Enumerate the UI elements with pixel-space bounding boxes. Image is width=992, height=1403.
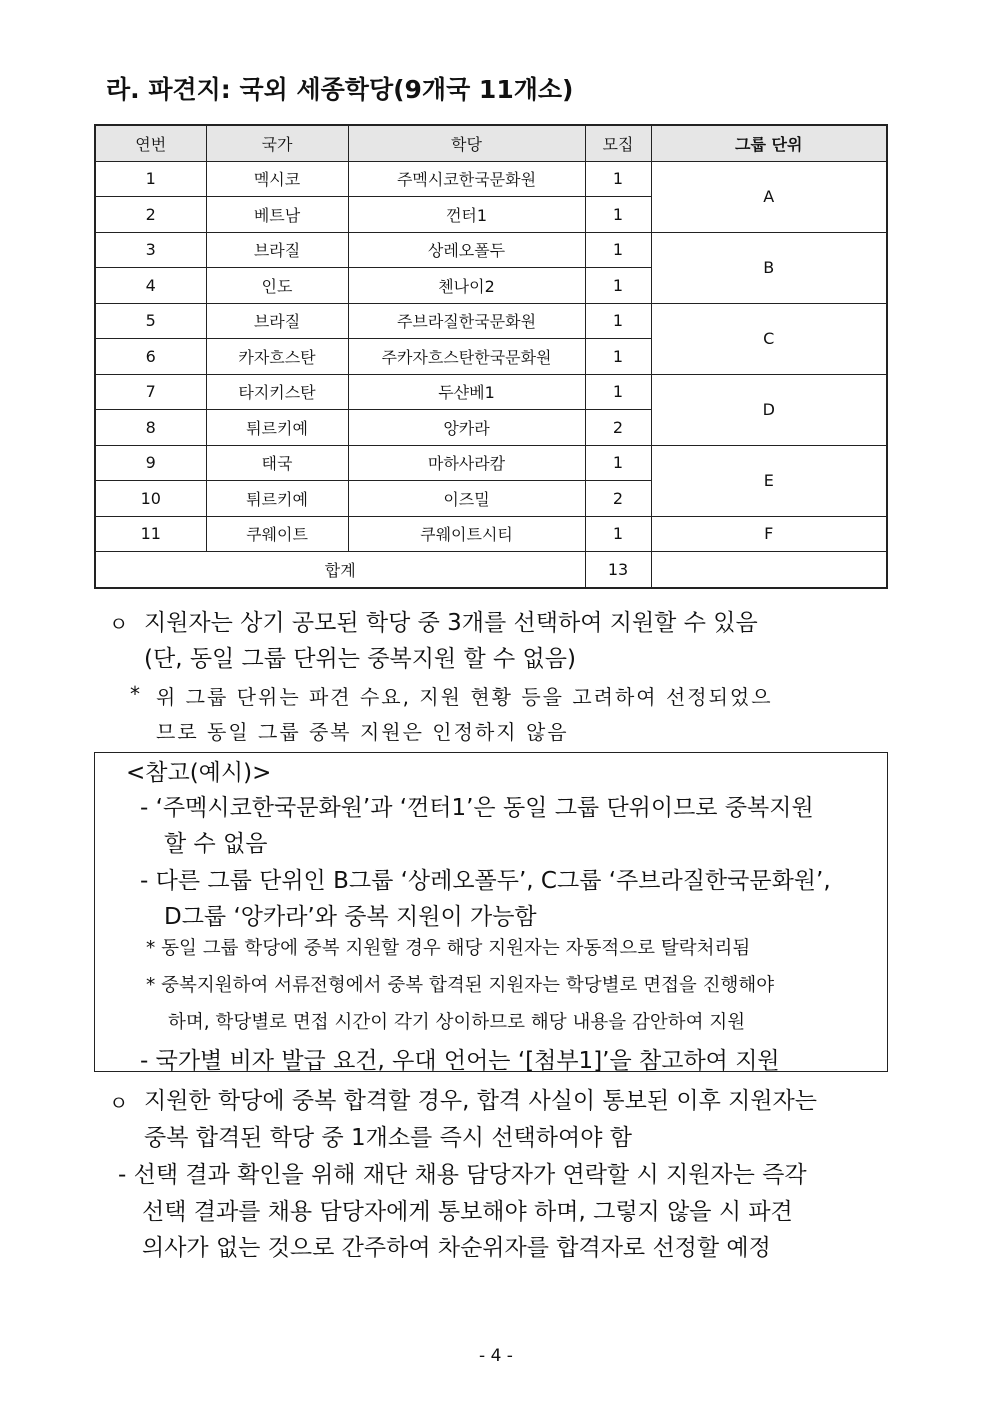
para3-line3: 의사가 없는 것으로 간주하여 차순위자를 합격자로 선정할 예정 [142, 1235, 771, 1261]
table-row [95, 516, 887, 552]
para1-line1: 지원자는 상기 공모된 학당 중 3개를 선택하여 지원할 수 있음 [144, 610, 758, 636]
cell-group: C [651, 303, 887, 374]
cell-school: 주멕시코한국문화원 [348, 161, 585, 197]
cell-country: 인도 [206, 268, 348, 304]
cell-count: 2 [585, 410, 651, 446]
cell-no: 1 [95, 161, 206, 197]
cell-country: 태국 [206, 445, 348, 481]
cell-school: 이즈밀 [348, 481, 585, 517]
cell-country: 타지키스탄 [206, 374, 348, 410]
table-row [95, 232, 887, 268]
table-header-row [95, 125, 887, 161]
cell-count: 1 [585, 445, 651, 481]
cell-no: 4 [95, 268, 206, 304]
cell-no: 10 [95, 481, 206, 517]
reference-item1-line1: - ‘주멕시코한국문화원’과 ‘껀터1’은 동일 그룹 단위이므로 중복지원 [140, 795, 814, 821]
cell-school: 쿠웨이트시티 [348, 516, 585, 552]
note-star-icon: * [130, 682, 140, 706]
cell-school: 껀터1 [348, 197, 585, 233]
cell-group: A [651, 161, 887, 232]
table-total-row [95, 552, 887, 588]
cell-count: 2 [585, 481, 651, 517]
table-row [95, 303, 887, 339]
cell-school: 상레오폴두 [348, 232, 585, 268]
cell-no: 11 [95, 516, 206, 552]
cell-no: 5 [95, 303, 206, 339]
cell-school: 주카자흐스탄한국문화원 [348, 339, 585, 375]
para3-line2: 선택 결과를 채용 담당자에게 통보해야 하며, 그렇지 않을 시 파견 [142, 1199, 793, 1225]
cell-no: 6 [95, 339, 206, 375]
cell-country: 튀르키예 [206, 410, 348, 446]
dispatch-table [94, 124, 888, 589]
reference-star2-line1: * 중복지원하여 서류전형에서 중복 합격된 지원자는 학당별로 면접을 진행해야 [146, 975, 775, 996]
header-country: 국가 [206, 125, 348, 161]
cell-group: B [651, 232, 887, 303]
reference-star2-line2: 하며, 학당별로 면접 시간이 각기 상이하므로 해당 내용을 감안하여 지원 [168, 1012, 746, 1033]
cell-school: 첸나이2 [348, 268, 585, 304]
header-no: 연번 [95, 125, 206, 161]
reference-star1: * 동일 그룹 학당에 중복 지원할 경우 해당 지원자는 자동적으로 탈락처리됨 [146, 938, 751, 959]
cell-country: 브라질 [206, 303, 348, 339]
total-label: 합계 [95, 552, 585, 588]
para2-line1: 지원한 학당에 중복 합격할 경우, 합격 사실이 통보된 이후 지원자는 [144, 1088, 817, 1114]
reference-item2-line1: - 다른 그룹 단위인 B그룹 ‘상레오폴두’, C그룹 ‘주브라질한국문화원’, [140, 868, 831, 894]
table-row [95, 445, 887, 481]
cell-no: 7 [95, 374, 206, 410]
reference-title: <참고(예시)> [126, 760, 272, 786]
cell-count: 1 [585, 303, 651, 339]
cell-count: 1 [585, 374, 651, 410]
page-number: - 4 - [479, 1346, 513, 1366]
section-heading: 라. 파견지: 국외 세종학당(9개국 11개소) [106, 75, 574, 104]
header-count: 모집 [585, 125, 651, 161]
bullet-icon: ㅇ [109, 1091, 129, 1115]
para1-line2: (단, 동일 그룹 단위는 중복지원 할 수 없음) [144, 646, 576, 672]
cell-count: 1 [585, 339, 651, 375]
cell-no: 3 [95, 232, 206, 268]
total-value: 13 [585, 552, 651, 588]
cell-count: 1 [585, 197, 651, 233]
cell-group: D [651, 374, 887, 445]
cell-count: 1 [585, 161, 651, 197]
reference-item2-line2: D그룹 ‘앙카라’와 중복 지원이 가능함 [164, 904, 537, 930]
cell-count: 1 [585, 232, 651, 268]
cell-count: 1 [585, 516, 651, 552]
cell-no: 8 [95, 410, 206, 446]
cell-country: 튀르키예 [206, 481, 348, 517]
note1-line2: 므로 동일 그룹 중복 지원은 인정하지 않음 [156, 720, 569, 744]
header-group: 그룹 단위 [651, 125, 887, 161]
note1-line1: 위 그룹 단위는 파견 수요, 지원 현황 등을 고려하여 선정되었으 [156, 685, 773, 709]
cell-country: 카자흐스탄 [206, 339, 348, 375]
cell-group: F [651, 516, 887, 552]
cell-school: 두샨베1 [348, 374, 585, 410]
cell-count: 1 [585, 268, 651, 304]
table-row [95, 374, 887, 410]
header-school: 학당 [348, 125, 585, 161]
cell-country: 베트남 [206, 197, 348, 233]
cell-country: 쿠웨이트 [206, 516, 348, 552]
cell-country: 멕시코 [206, 161, 348, 197]
table-row [95, 161, 887, 197]
para3-line1: - 선택 결과 확인을 위해 재단 채용 담당자가 연락할 시 지원자는 즉각 [118, 1162, 807, 1188]
cell-school: 앙카라 [348, 410, 585, 446]
cell-school: 주브라질한국문화원 [348, 303, 585, 339]
reference-item3: - 국가별 비자 발급 요건, 우대 언어는 ‘[첨부1]’을 참고하여 지원 [140, 1048, 780, 1074]
para2-line2: 중복 합격된 학당 중 1개소를 즉시 선택하여야 함 [144, 1125, 632, 1151]
cell-group: E [651, 445, 887, 516]
total-empty-cell [651, 552, 887, 588]
reference-item1-line2: 할 수 없음 [164, 831, 268, 857]
cell-school: 마하사라캄 [348, 445, 585, 481]
cell-country: 브라질 [206, 232, 348, 268]
cell-no: 2 [95, 197, 206, 233]
cell-no: 9 [95, 445, 206, 481]
bullet-icon: ㅇ [109, 612, 129, 636]
